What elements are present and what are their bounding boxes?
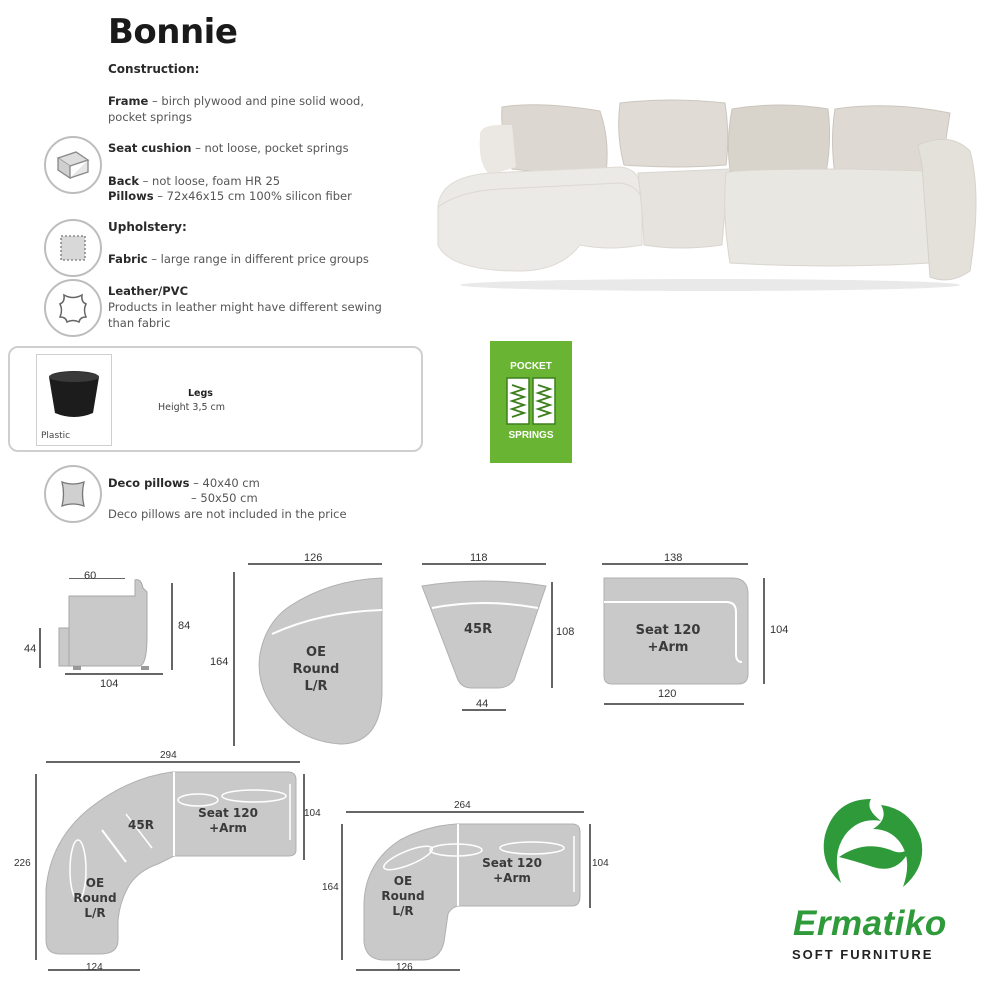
combo2-seat-label [474, 856, 550, 886]
deco-note: Deco pillows are not included in the price [108, 507, 347, 521]
combo-1-diagram [30, 760, 330, 975]
combo1-oe-label-3: L/R [84, 906, 106, 920]
legs-material: Plastic [41, 431, 71, 441]
leather-icon [44, 279, 102, 337]
springs-icon [506, 377, 556, 425]
side-view-diagram [55, 578, 175, 678]
oe-label [288, 644, 344, 695]
deco-label: Deco pillows [108, 476, 190, 490]
deco-pillow-icon [44, 465, 102, 523]
oe-label-3: L/R [304, 679, 328, 694]
combo2-oe-label-2: Round [381, 889, 425, 903]
combo1-label-45r: 45R [128, 818, 154, 832]
side-height: 84 [178, 620, 191, 632]
frame-label: Frame [108, 94, 149, 108]
module-45r-diagram [418, 562, 558, 712]
combo1-height-right: 104 [304, 808, 321, 819]
seat-label-1: Seat 120 [635, 623, 701, 638]
combo1-height-total: 226 [14, 858, 31, 869]
combo1-width-bottom: 124 [86, 962, 103, 973]
construction-heading: Construction: [108, 62, 200, 76]
combo2-seat-label-2: +Arm [493, 871, 531, 885]
seat-label [630, 622, 706, 656]
r45-width-top: 118 [470, 552, 488, 564]
seat-height: 104 [770, 624, 789, 636]
side-depth: 104 [100, 678, 119, 690]
combo1-oe-label [70, 876, 120, 921]
back-line [108, 173, 280, 189]
brand-name: Ermatiko [793, 904, 947, 943]
seat-cushion-line [108, 140, 349, 156]
deco-size-1: – 40x40 cm [189, 476, 260, 490]
fabric-label: Fabric [108, 252, 148, 266]
upholstery-heading: Upholstery: [108, 220, 187, 234]
oe-height: 164 [210, 656, 229, 668]
combo2-oe-label-3: L/R [392, 904, 414, 918]
sofa-image [430, 95, 985, 295]
seat-text: – not loose, pocket springs [191, 141, 349, 155]
brand-tagline: SOFT FURNITURE [792, 947, 934, 962]
leg-icon [47, 369, 101, 421]
legs-image [36, 354, 112, 446]
pillows-label: Pillows [108, 189, 154, 203]
combo2-width-bottom: 126 [396, 962, 413, 973]
combo2-seat-label-1: Seat 120 [482, 856, 542, 870]
ermatiko-logo-icon [815, 795, 930, 895]
combo1-seat-label-2: +Arm [209, 821, 247, 835]
side-seat-height-line [38, 628, 42, 668]
seat-width-top: 138 [664, 552, 683, 564]
badge-line-2: SPRINGS [508, 430, 554, 441]
legs-height: Height 3,5 cm [158, 402, 226, 413]
oe-width: 126 [304, 552, 323, 564]
fabric-text: – large range in different price groups [147, 252, 369, 266]
r45-height: 108 [556, 626, 575, 638]
side-width-top: 60 [84, 570, 97, 582]
pillows-text: – 72x46x15 cm 100% silicon fiber [153, 189, 352, 203]
r45-width-bottom: 44 [476, 698, 489, 710]
fabric-line [108, 251, 369, 267]
product-title: Bonnie [108, 12, 238, 52]
leather-text-1: Products in leather might have different sewing [108, 300, 382, 314]
legs-panel [8, 346, 423, 452]
back-label: Back [108, 174, 139, 188]
seat-label: Seat cushion [108, 141, 192, 155]
combo1-seat-label-1: Seat 120 [198, 806, 258, 820]
combo2-height-left: 164 [322, 882, 339, 893]
frame-text: – birch plywood and pine solid wood, [148, 94, 364, 108]
seat-width-bottom: 120 [658, 688, 677, 700]
fabric-icon [44, 219, 102, 277]
frame-line [108, 93, 364, 109]
oe-label-2: Round [292, 662, 340, 677]
seat-cushion-icon [44, 136, 102, 194]
deco-size-2: – 50x50 cm [191, 491, 258, 505]
combo2-oe-label-1: OE [393, 874, 413, 888]
oe-label-1: OE [306, 645, 326, 660]
legs-title: Legs [188, 388, 213, 399]
pillows-line [108, 188, 352, 204]
combo1-oe-label-2: Round [73, 891, 117, 905]
seat-label-2: +Arm [647, 640, 689, 655]
leather-text-2: than fabric [108, 316, 171, 330]
combo1-seat-label [190, 806, 266, 836]
leather-label: Leather/PVC [108, 284, 189, 298]
frame-text-2: pocket springs [108, 110, 192, 124]
combo2-height-right: 104 [592, 858, 609, 869]
badge-line-1: POCKET [510, 361, 552, 372]
combo1-width: 294 [160, 750, 177, 761]
deco-line [108, 475, 260, 491]
back-text: – not loose, foam HR 25 [139, 174, 281, 188]
combo2-width: 264 [454, 800, 471, 811]
pocket-springs-badge [490, 341, 572, 463]
combo2-oe-label [376, 874, 430, 919]
side-seat-height: 44 [24, 643, 37, 655]
r45-label: 45R [464, 622, 493, 637]
combo1-oe-label-1: OE [85, 876, 105, 890]
